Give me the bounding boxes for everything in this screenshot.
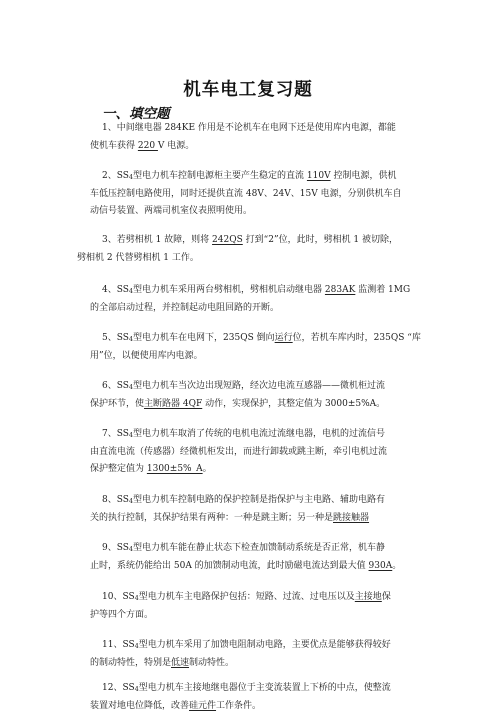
question-line: [90, 461, 212, 479]
question-text: 型电力机车主电路保护包括：短路、过流、过电压以及: [139, 592, 355, 602]
question-text: 护等四个方面。: [90, 610, 153, 620]
question-line: [90, 138, 194, 156]
question-line: [102, 168, 396, 187]
question-text: 装置对地电位降低，改善: [90, 701, 189, 711]
question-line: [102, 637, 391, 656]
answer-blank: 283AK: [325, 285, 355, 295]
question-text: 10、SS: [102, 592, 135, 602]
question-text: V 电源。: [158, 141, 194, 151]
question-text: 型电力机车取消了传统的电机电流过流继电器，电机的过流信号: [133, 429, 385, 439]
question-text: 使机车获得: [90, 141, 138, 151]
answer-blank: 低速: [171, 658, 189, 668]
question-text: 保: [382, 592, 391, 602]
question-text: 3、若劈相机 1 故障，则将: [102, 235, 212, 245]
question-text: 由直流电流（传感器）经微机柜发出，而进行卸载或跳主断，牵引电机过流: [90, 447, 387, 457]
subscript-text: 4: [135, 685, 139, 693]
question-text: 2、SS: [102, 171, 129, 181]
question-text: 12、SS: [102, 683, 135, 693]
question-text: 止时，系统仍能给出 50A 的加馈制动电流，此时励磁电流达到最大值: [90, 561, 369, 571]
subscript-text: 4: [129, 287, 133, 295]
answer-blank: 硅元件: [189, 701, 216, 711]
question-line: [90, 348, 203, 366]
question-text: 7、SS: [102, 429, 129, 439]
question-text: 型电力机车能在静止状态下检查加馈制动系统是否正常，机车静: [133, 543, 385, 553]
question-text: 动作，实现保护，其整定值为 3000±5%A。: [202, 399, 385, 409]
question-text: 保护整定值为: [90, 464, 147, 474]
question-text: 5、SS: [102, 333, 129, 343]
question-line: [90, 203, 252, 221]
question-line: [90, 558, 401, 576]
section-heading: 一、填空题: [102, 102, 170, 122]
question-line: [90, 510, 369, 528]
subscript-text: 4: [129, 545, 133, 553]
question-line: [102, 120, 396, 138]
subscript-text: 4: [129, 173, 133, 181]
question-text: 位，若机车库内时，235QS “库: [293, 333, 421, 343]
question-line: [90, 396, 385, 414]
subscript-text: 4: [135, 642, 139, 650]
question-text: 4、SS: [102, 285, 129, 295]
question-text: 的制动特性，特别是: [90, 658, 171, 668]
question-line: [102, 540, 385, 559]
question-text: 保护环节，使: [90, 399, 144, 409]
question-text: 11、SS: [102, 640, 135, 650]
answer-blank: 1300±5%_A: [147, 464, 203, 474]
answer-blank: 主接地: [355, 592, 382, 602]
answer-blank: 主断路器 4QF: [144, 399, 202, 409]
answer-blank: 跳接触器: [333, 513, 369, 523]
answer-blank: 930A: [369, 561, 393, 571]
question-text: 型电力机车主接地继电器位于主变流装置上下桥的中点，使整流: [139, 683, 391, 693]
question-line: [102, 282, 410, 301]
question-text: 型电力机车在电网下，235QS 倒向: [133, 333, 275, 343]
question-text: 控制电源，供机: [331, 171, 397, 181]
question-text: 劈相机 2 代替劈相机 1 工作。: [77, 253, 199, 263]
question-line: [102, 378, 385, 397]
question-text: 9、SS: [102, 543, 129, 553]
answer-blank: 运行: [275, 333, 293, 343]
subscript-text: 4: [129, 335, 133, 343]
question-line: [102, 330, 421, 349]
question-line: [90, 655, 234, 673]
question-text: 1、中间继电器 284KE 作用是不论机车在电网下还是使用库内电源，都能: [102, 123, 396, 133]
subscript-text: 4: [129, 383, 133, 391]
question-text: 型电力机车当次边出现短路，经次边电流互感器——微机柜过流: [133, 381, 385, 391]
question-text: 8、SS: [102, 495, 129, 505]
question-line: [90, 300, 279, 318]
question-text: 车低压控制电路使用，同时还提供直流 48V、24V、15V 电源，分别供机车自: [90, 189, 402, 199]
question-text: 关的执行控制，其保护结果有两种：一种是跳主断；另一种是: [90, 513, 333, 523]
question-line: [90, 444, 387, 462]
question-text: 型电力机车控制电路的保护控制是指保护与主电路、辅助电路有: [133, 495, 385, 505]
question-text: 监测着 1MG: [355, 285, 410, 295]
question-text: 的全部启动过程，并控制起动电阻回路的开断。: [90, 303, 279, 313]
subscript-text: 4: [135, 594, 139, 602]
question-line: [102, 589, 391, 608]
question-text: 6、SS: [102, 381, 129, 391]
answer-blank: 220: [138, 141, 158, 151]
question-text: 制动特性。: [189, 658, 234, 668]
question-line: [90, 607, 153, 625]
question-text: 打到“2”位，此时，劈相机 1 被切除，: [243, 235, 398, 245]
subscript-text: 4: [129, 497, 133, 505]
question-text: 。: [392, 561, 401, 571]
question-line: [102, 680, 391, 699]
question-line: [102, 232, 398, 250]
question-line: [90, 186, 402, 204]
question-line: [77, 250, 199, 268]
question-text: 型电力机车采用了加馈电阻制动电路，主要优点是能够获得较好: [139, 640, 391, 650]
page-title: 机车电工复习题: [0, 76, 496, 101]
question-line: [102, 492, 385, 511]
question-text: 型电力机车控制电源柜主要产生稳定的直流: [133, 171, 307, 181]
answer-blank: 242QS: [212, 235, 243, 245]
question-text: 动信号装置、两端司机室仪表照明使用。: [90, 206, 252, 216]
question-text: 工作条件。: [216, 701, 261, 711]
question-line: [90, 698, 261, 715]
answer-blank: 110V: [307, 171, 331, 181]
subscript-text: 4: [129, 431, 133, 439]
question-text: 型电力机车采用两台劈相机，劈相机启动继电器: [133, 285, 325, 295]
question-text: 用”位，以便使用库内电源。: [90, 351, 203, 361]
question-text: 。: [203, 464, 212, 474]
question-line: [102, 426, 385, 445]
